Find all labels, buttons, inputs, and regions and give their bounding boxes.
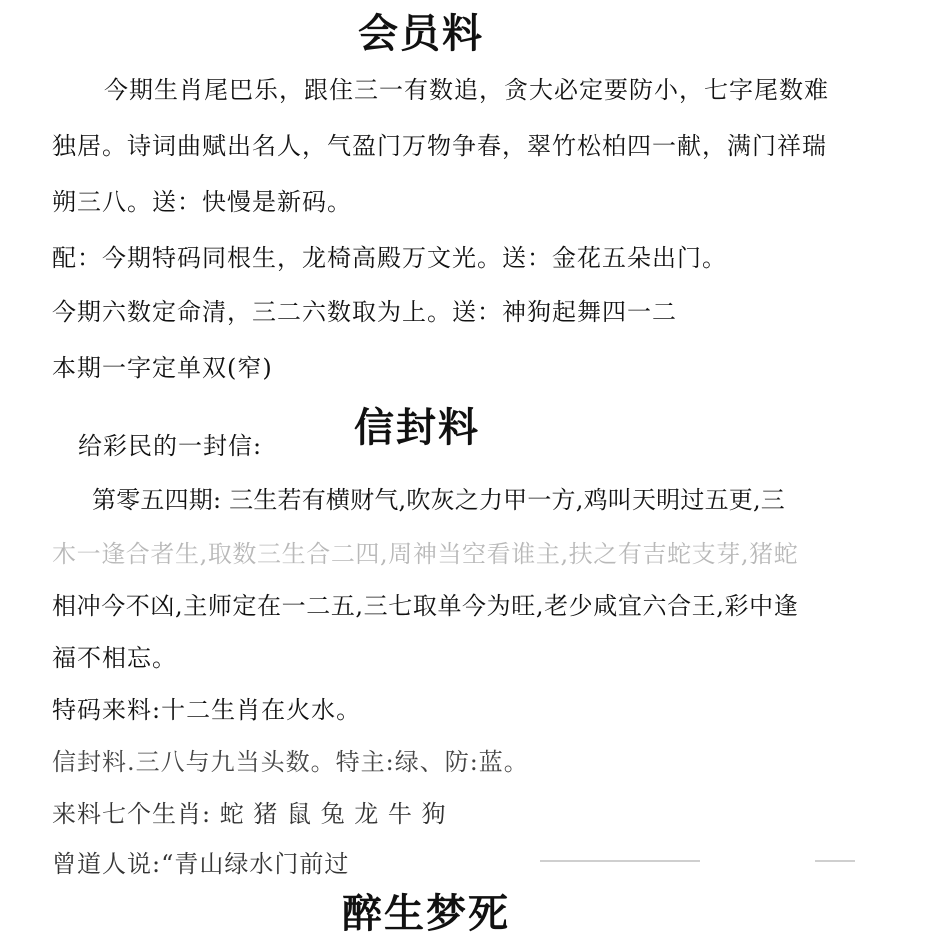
section3-title: 醉生梦死	[342, 890, 510, 937]
section2-line-8: 曾道人说:“青山绿水门前过	[52, 850, 350, 878]
section2-line-1: 第零五四期: 三生若有横财气,吹灰之力甲一方,鸡叫天明过五更,三	[92, 486, 785, 514]
section2-line-4: 福不相忘。	[52, 644, 177, 672]
section2-line-7: 来料七个生肖: 蛇 猪 鼠 兔 龙 牛 狗	[52, 800, 447, 828]
section2-title: 信封料	[354, 404, 480, 451]
section2-line-2: 木一逢合者生,取数三生合二四,周神当空看谁主,扶之有吉蛇支芽,猪蛇	[52, 540, 799, 568]
section1-line-5: 今期六数定命清，三二六数取为上。送：神狗起舞四一二	[52, 298, 677, 326]
section2-line-5: 特码来料:十二生肖在火水。	[52, 696, 362, 724]
section2-intro: 给彩民的一封信:	[78, 432, 263, 460]
section2-line-6: 信封料.三八与九当头数。特主:绿、防:蓝。	[52, 748, 529, 776]
scan-artifact	[815, 860, 855, 862]
section2-line-3: 相冲今不凶,主师定在一二五,三七取单今为旺,老少咸宜六合王,彩中逢	[52, 592, 799, 620]
section1-line-6: 本期一字定单双(窄)	[52, 354, 273, 382]
section1-line-2: 独居。诗词曲赋出名人，气盈门万物争春，翠竹松柏四一献，满门祥瑞	[52, 132, 827, 160]
section1-line-4: 配：今期特码同根生，龙椅高殿万文光。送：金花五朵出门。	[52, 244, 727, 272]
section1-title: 会员料	[358, 10, 484, 57]
scan-artifact	[540, 860, 700, 862]
section1-line-3: 朔三八。送：快慢是新码。	[52, 188, 352, 216]
section1-line-1: 今期生肖尾巴乐，跟住三一有数追，贪大必定要防小，七字尾数难	[104, 76, 829, 104]
